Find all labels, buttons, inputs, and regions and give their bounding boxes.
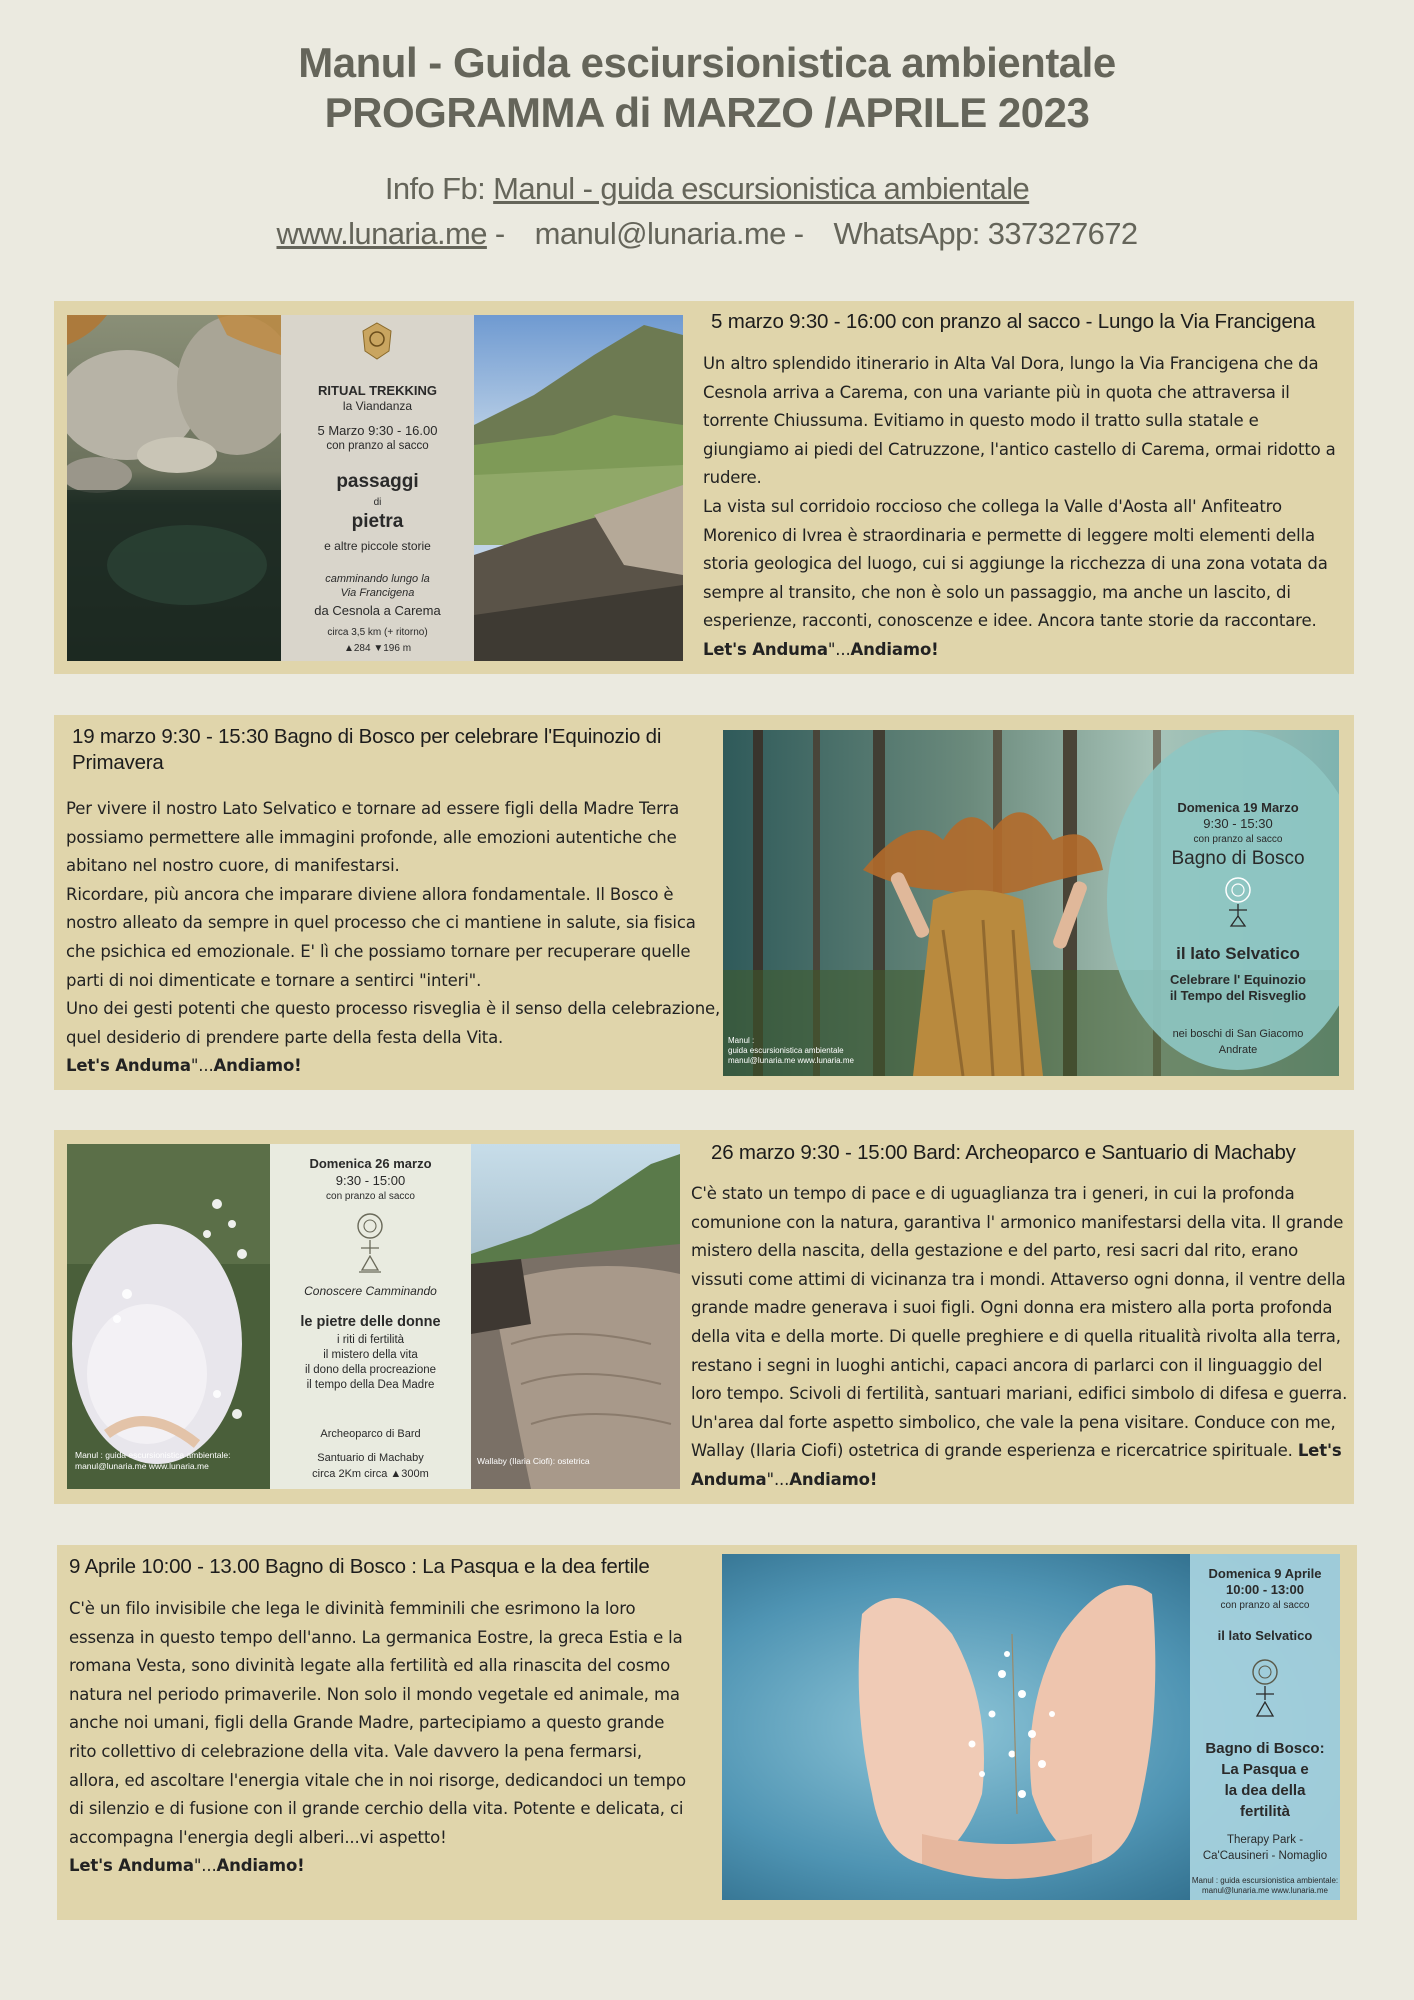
poster-line: Andrate: [1218, 1044, 1258, 1056]
poster-line: la Viandanza: [342, 399, 413, 413]
page-title-line1: Manul - Guida esciursionistica ambientale: [298, 39, 1116, 86]
poster-credit: guida escursionistica ambientale: [728, 1046, 844, 1055]
whatsapp-text: WhatsApp: 337327672: [833, 216, 1138, 251]
closing-bold: Andiamo!: [216, 1856, 305, 1876]
poster-line: Domenica 9 Aprile: [1208, 1566, 1322, 1581]
poster-line: ▲284 ▼196 m: [343, 643, 412, 654]
poster-line: Conoscere Camminando: [304, 1284, 437, 1298]
event-card-3: [54, 1130, 1354, 1504]
separator: -: [494, 216, 513, 251]
event-title-1: 5 marzo 9:30 - 16:00 con pranzo al sacco - Lungo la Via Francigena: [711, 310, 1316, 333]
page-header: [0, 38, 1414, 256]
event-card-4: [57, 1545, 1357, 1920]
event-card-1: [54, 301, 1354, 674]
closing-text: "...: [193, 1856, 217, 1876]
closing-bold: Let's Anduma: [691, 1441, 1342, 1489]
event-paragraph: Ricordare, più ancora che imparare diviene allora fondamentale. Il Bosco è nostro alleato da sempre in quel processo che ci mantiene in salute, sia fisica che psichica ed emozionale. E' lì che possiamo tornare per recuperare quelle parti di noi dimenticate e tornare a sentirci "interi".: [66, 884, 696, 990]
poster-line: Therapy Park -: [1226, 1834, 1304, 1846]
poster-line: Celebrare l' Equinozio: [1169, 972, 1306, 987]
poster-line: fertilità: [1239, 1803, 1290, 1820]
closing-text: "...: [827, 639, 851, 659]
rock-slide-photo: [471, 1144, 680, 1489]
poster-line: il dono della procreazione: [304, 1364, 437, 1376]
event-title-text: 19 marzo 9:30 - 15:30 Bagno di Bosco per celebrare l'Equinozio di Primavera: [72, 725, 662, 774]
poster-panel-3: [270, 1144, 471, 1489]
poster-line: con pranzo al sacco: [326, 1191, 415, 1202]
poster-line: La Pasqua e: [1221, 1761, 1309, 1778]
poster-line: da Cesnola a Carema: [314, 603, 441, 618]
poster-line: il mistero della vita: [323, 1349, 418, 1361]
poster-line: di: [373, 497, 382, 508]
poster-line: il tempo della Dea Madre: [306, 1379, 435, 1391]
poster-line: pietra: [351, 511, 404, 532]
river-photo: [67, 315, 281, 661]
poster-line: con pranzo al sacco: [326, 440, 429, 452]
poster-line: passaggi: [336, 471, 419, 492]
closing-text: "...: [190, 1056, 214, 1076]
event-poster-4: [722, 1554, 1340, 1900]
poster-line: circa 2Km circa ▲300m: [312, 1468, 429, 1480]
email-text: manul@lunaria.me: [534, 216, 786, 251]
event-paragraph: Uno dei gesti potenti che questo processo risveglia è il senso della celebrazione, quel desiderio di prendere parte della festa della Vita.: [66, 999, 721, 1047]
event-paragraph: C'è stato un tempo di pace e di uguaglianza tra i generi, in cui la profonda comunione con la natura, garantiva l' armonico manifestarsi della vita. Il grande mistero della nascita, della gestazione e del parto, resi sacri dal rito, erano vissuti come attimi di vicinanza tra i mondi. Attaverso ogni donna, il ventre della grande madre generava i suoi figli. Ogni donna era mistero alla porta profonda della vita e della morte. Di quelle preghiere e di quella ritualità rivolta alla terra, restano i segni in luoghi antichi, capaci ancora di parlarci con il linguaggio del loro tempo. Scivoli di fertilità, santuari mariani, edifici simbolo di difesa e guerra. Un'area dal forte aspetto simbolico, che vale la pena visitare. Conduce con me, Wallay (Ilaria Ciofi) ostetrica di grande esperienza e ricercatrice spirituale.: [691, 1184, 1348, 1461]
poster-line: Bagno di Bosco:: [1205, 1740, 1325, 1757]
event-description-1: [703, 350, 1348, 665]
logo-icon: [1248, 1658, 1282, 1720]
event-description-3: [691, 1180, 1351, 1495]
poster-line: Bagno di Bosco: [1171, 848, 1305, 869]
poster-credit: Wallaby (Ilaria Ciofi): ostetrica: [477, 1456, 590, 1466]
event-poster-3: [67, 1144, 680, 1489]
event-title-4: 9 Aprile 10:00 - 13.00 Bagno di Bosco : La Pasqua e la dea fertile: [69, 1555, 650, 1578]
closing-bold: Andiamo!: [789, 1469, 878, 1489]
pregnant-woman-photo: [67, 1144, 270, 1489]
poster-credit: Manul :: [728, 1036, 755, 1045]
poster-line: Ca'Causineri - Nomaglio: [1202, 1850, 1328, 1862]
closing-bold: Let's Anduma: [66, 1056, 191, 1076]
poster-line: nei boschi di San Giacomo: [1172, 1028, 1304, 1040]
poster-panel-1: [281, 315, 474, 661]
poster-line: Via Francigena: [340, 587, 415, 599]
poster-line: e altre piccole storie: [324, 539, 431, 553]
event-paragraph: Un altro splendido itinerario in Alta Val Dora, lungo la Via Francigena che da Cesnola arriva a Carema, con una variante più in quota che attraversa il torrente Chiussuma. Evitiamo in questo modo il tratto sulla statale e giungiamo ai piedi del Catruzzone, l'antico castello di Carema, ormai ridotto a rudere.: [703, 354, 1336, 488]
logo-icon: [353, 1212, 387, 1274]
poster-line: i riti di fertilità: [336, 1334, 405, 1346]
poster-line: il lato Selvatico: [1217, 1628, 1313, 1643]
poster-line: Archeoparco di Bard: [320, 1428, 421, 1440]
event-poster-2: [723, 730, 1339, 1076]
poster-line: 9:30 - 15:30: [1203, 816, 1273, 831]
info-prefix: Info Fb:: [384, 171, 494, 206]
poster-line: RITUAL TREKKING: [318, 383, 437, 398]
poster-line: 10:00 - 13:00: [1225, 1582, 1305, 1597]
poster-line: Domenica 26 marzo: [309, 1156, 432, 1171]
poster-credit: manul@lunaria.me www.lunaria.me: [75, 1461, 209, 1471]
poster-line: camminando lungo la: [325, 573, 430, 585]
event-poster-1: [67, 315, 683, 661]
logo-icon: [1221, 876, 1255, 928]
poster-line: il lato Selvatico: [1176, 944, 1300, 963]
event-description-2: [66, 795, 726, 1081]
closing-bold: Let's Anduma: [703, 639, 828, 659]
facebook-link[interactable]: Manul - guida escursionistica ambientale: [493, 171, 1030, 206]
closing-text: "...: [766, 1469, 790, 1489]
separator: -: [793, 216, 812, 251]
logo-icon: [359, 321, 395, 361]
closing-bold: Andiamo!: [213, 1056, 302, 1076]
event-paragraph: C'è un filo invisibile che lega le divinità femminili che esrimono la loro essenza in questo tempo dell'anno. La germanica Eostre, la greca Estia e la romana Vesta, sono divinità legate alla fertilità ed alla rinascita del cosmo natura nel periodo primaverile. Non solo il mondo vegetale ed animale, ma anche noi umani, figli della Grande Madre, partecipiamo a questo grande rito collettivo di celebrazione della vita. Vale davvero la pena fermarsi, allora, ed ascoltare l'energia vitale che in noi risorge, dedicandoci un tempo di silenzio e di fusione con il grande cerchio della vita. Potente e delicata, ci accompagna l'energia degli alberi...vi aspetto!: [69, 1599, 686, 1847]
event-description-4: [69, 1595, 689, 1881]
poster-credit: Manul : guida escursionistica ambientale:: [75, 1450, 231, 1460]
contact-info: [0, 166, 1414, 256]
poster-line: il Tempo del Risveglio: [1169, 988, 1307, 1003]
poster-line: con pranzo al sacco: [1193, 834, 1283, 845]
website-link[interactable]: www.lunaria.me: [276, 216, 487, 251]
closing-bold: Andiamo!: [850, 639, 939, 659]
poster-line: 9:30 - 15:00: [335, 1173, 406, 1188]
poster-line: Domenica 19 Marzo: [1177, 800, 1299, 815]
page-title-line2: PROGRAMMA di MARZO /APRILE 2023: [324, 89, 1090, 136]
event-title-3: 26 marzo 9:30 - 15:00 Bard: Archeoparco e Santuario di Machaby: [711, 1141, 1296, 1164]
poster-line: 5 Marzo 9:30 - 16.00: [317, 423, 438, 438]
poster-line: con pranzo al sacco: [1220, 1600, 1310, 1611]
valley-photo: [474, 315, 683, 661]
event-title-2: [72, 724, 712, 776]
event-paragraph: La vista sul corridoio roccioso che collega la Valle d'Aosta all' Anfiteatro Morenico di Ivrea è straordinaria e permette di leggere molti elementi della storia geologica del luogo, cui si aggiunge la ricchezza di una zona votata da sempre al transito, che non è solo un passaggio, ma anche un lascito, di esperienze, racconti, conoscenze e idee. Ancora tante storie da raccontare.: [703, 496, 1328, 631]
poster-line: la dea della: [1224, 1782, 1306, 1799]
closing-bold: Let's Anduma: [69, 1856, 194, 1876]
poster-line: circa 3,5 km (+ ritorno): [327, 627, 428, 638]
event-paragraph: Per vivere il nostro Lato Selvatico e tornare ad essere figli della Madre Terra possiamo permettere alle immagini profonde, alle emozioni autentiche che abitano nel nostro cuore, di manifestarsi.: [66, 799, 680, 876]
poster-line: le pietre delle donne: [300, 1314, 441, 1330]
event-card-2: [54, 715, 1354, 1090]
poster-line: Santuario di Machaby: [317, 1452, 424, 1464]
poster-credit: manul@lunaria.me www.lunaria.me: [1202, 1886, 1328, 1895]
poster-credit: Manul : guida escursionistica ambientale:: [1191, 1876, 1339, 1885]
poster-credit: manul@lunaria.me www.lunaria.me: [728, 1056, 854, 1065]
